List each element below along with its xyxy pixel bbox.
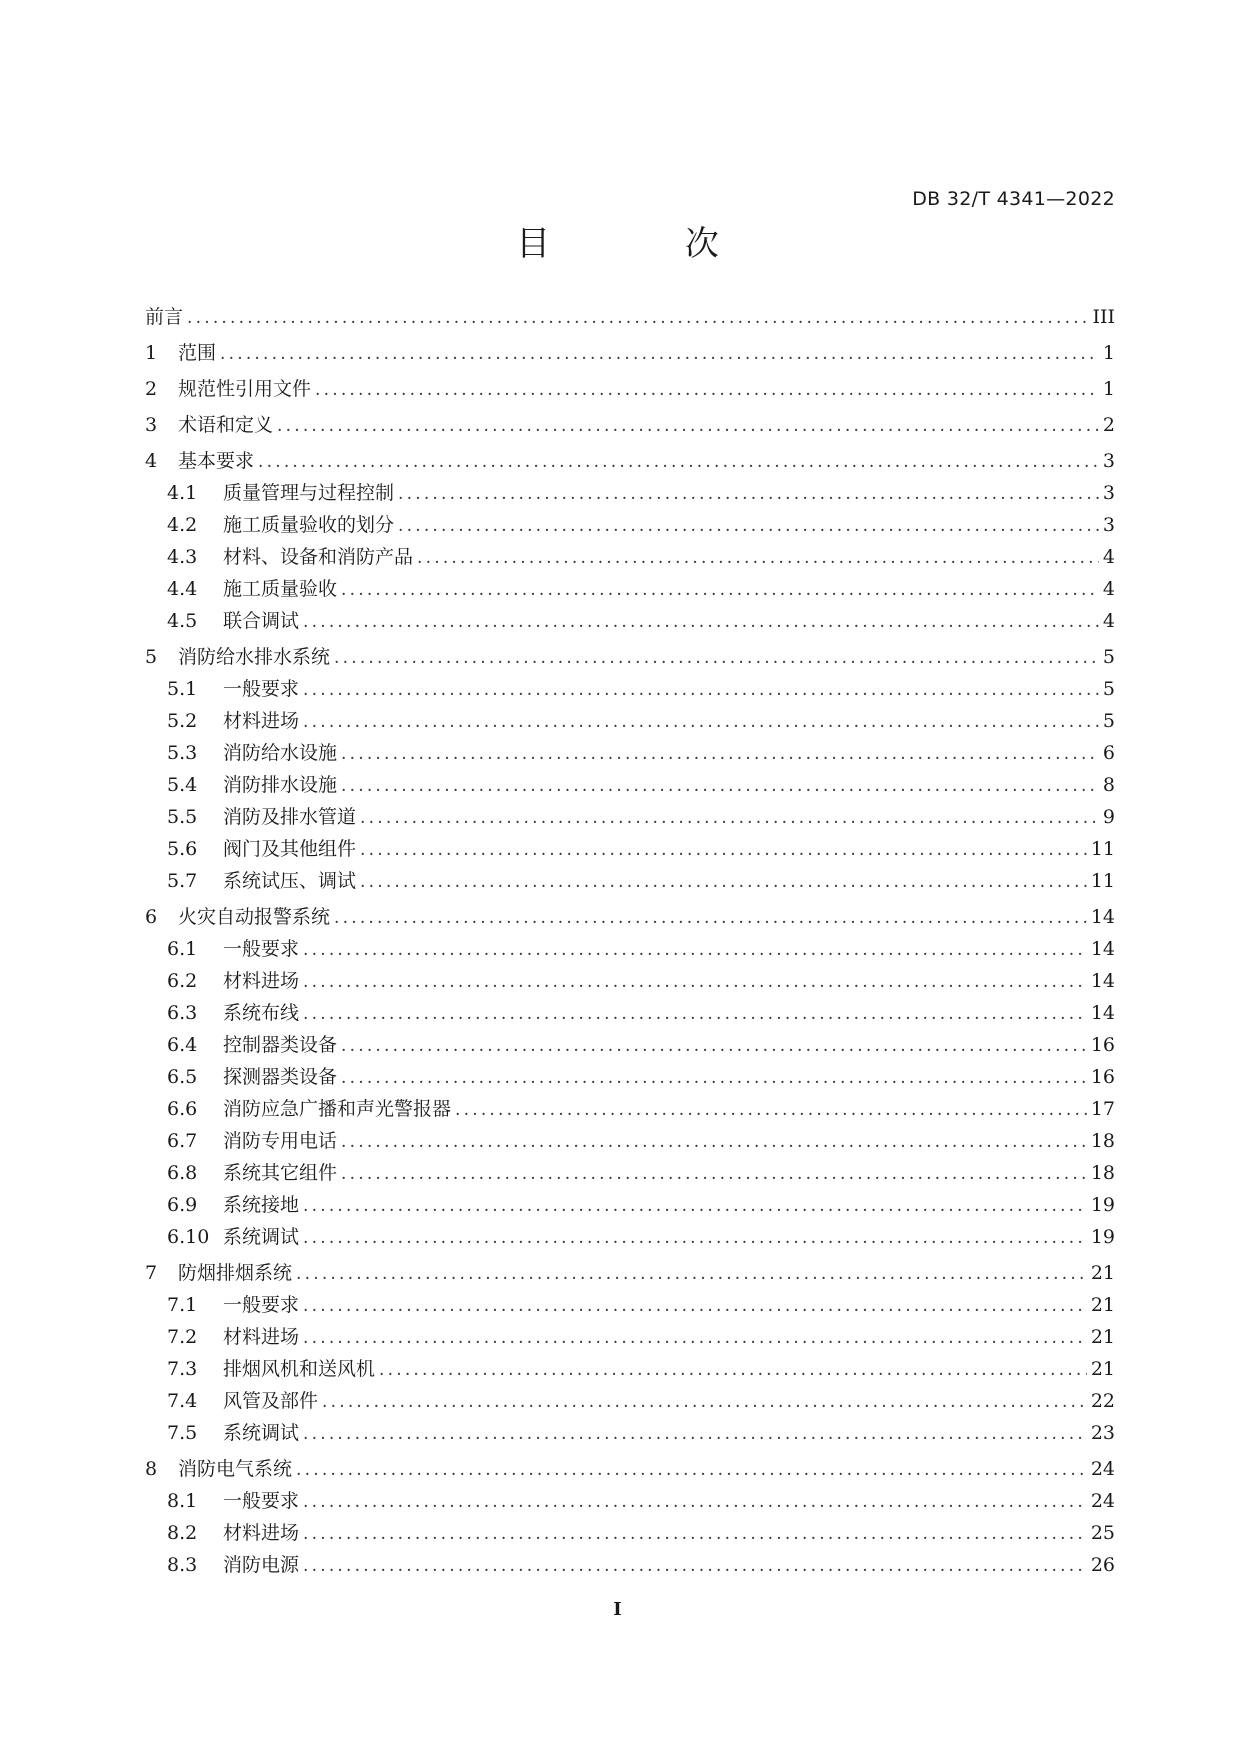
- toc-entry[interactable]: [145, 609, 1115, 634]
- toc-entry[interactable]: [145, 1421, 1115, 1446]
- toc-entry-number: 6.8: [167, 1162, 198, 1184]
- dot-leader: [341, 1162, 1087, 1186]
- toc-entry-number: 7.3: [167, 1358, 198, 1380]
- toc-entry-number: 4.3: [167, 546, 198, 568]
- dot-leader: [303, 1554, 1087, 1578]
- toc-entry-title: 系统调试: [223, 1226, 300, 1248]
- toc-entry-page: III: [1092, 306, 1115, 328]
- toc-entry-number: 5.3: [167, 742, 198, 764]
- toc-entry-page: 5: [1102, 710, 1115, 732]
- toc-entry-page: 24: [1090, 1458, 1115, 1480]
- toc-entry-page: 21: [1090, 1294, 1115, 1316]
- dot-leader: [277, 414, 1099, 438]
- toc-entry-page: 21: [1090, 1262, 1115, 1284]
- toc-entry-title: 控制器类设备: [223, 1034, 338, 1056]
- toc-entry-page: 11: [1090, 870, 1115, 892]
- dot-leader: [341, 1130, 1087, 1154]
- dot-leader: [322, 1390, 1087, 1414]
- toc-entry-title: 系统布线: [223, 1002, 300, 1024]
- dot-leader: [379, 1358, 1087, 1382]
- toc-entry-number: 7.1: [167, 1294, 198, 1316]
- toc-entry-title: 风管及部件: [223, 1390, 319, 1412]
- dot-leader: [296, 1262, 1087, 1286]
- dot-leader: [296, 1458, 1087, 1482]
- toc-entry-number: 7: [145, 1262, 158, 1284]
- toc-entry-title: 消防排水设施: [223, 774, 338, 796]
- toc-entry-number: 2: [145, 378, 158, 400]
- dot-leader: [341, 1034, 1087, 1058]
- toc-entry-title: 术语和定义: [178, 414, 274, 436]
- toc-entry[interactable]: [145, 805, 1115, 830]
- toc-entry-page: 4: [1102, 546, 1115, 568]
- dot-leader: [303, 710, 1099, 734]
- toc-entry-title: 火灾自动报警系统: [178, 906, 331, 928]
- toc-entry-title: 材料进场: [223, 710, 300, 732]
- toc-entry[interactable]: [145, 341, 1115, 366]
- toc-entry-page: 3: [1102, 450, 1115, 472]
- toc-entry[interactable]: [145, 1293, 1115, 1318]
- toc-entry-number: 4.2: [167, 514, 198, 536]
- toc-entry[interactable]: [145, 905, 1115, 930]
- toc-entry-title: 质量管理与过程控制: [223, 482, 395, 504]
- toc-entry-title: 系统其它组件: [223, 1162, 338, 1184]
- toc-entry-number: 6.9: [167, 1194, 198, 1216]
- toc-entry-number: 8.2: [167, 1522, 198, 1544]
- toc-entry-title: 系统调试: [223, 1422, 300, 1444]
- toc-entry-page: 9: [1102, 806, 1115, 828]
- toc-entry-number: 4.1: [167, 482, 198, 504]
- dot-leader: [258, 450, 1099, 474]
- toc-entry-number: 6: [145, 906, 158, 928]
- toc-entry-title: 消防给水设施: [223, 742, 338, 764]
- toc-entry[interactable]: [145, 1097, 1115, 1122]
- dot-leader: [417, 546, 1099, 570]
- toc-entry-number: 6.5: [167, 1066, 198, 1088]
- toc-entry[interactable]: [145, 869, 1115, 894]
- toc-entry[interactable]: [145, 1389, 1115, 1414]
- toc-entry-title: 系统接地: [223, 1194, 300, 1216]
- toc-entry-page: 14: [1090, 938, 1115, 960]
- toc-entry-number: 5.5: [167, 806, 198, 828]
- toc-entry-page: 5: [1102, 678, 1115, 700]
- toc-entry-page: 8: [1102, 774, 1115, 796]
- dot-leader: [303, 1522, 1087, 1546]
- toc-entry-number: 4.4: [167, 578, 198, 600]
- dot-leader: [303, 1226, 1087, 1250]
- toc-entry-page: 11: [1090, 838, 1115, 860]
- toc-list: [145, 305, 1115, 1585]
- toc-entry-number: 8.3: [167, 1554, 198, 1576]
- toc-entry-title: 材料进场: [223, 1326, 300, 1348]
- toc-entry[interactable]: [145, 1161, 1115, 1186]
- toc-entry[interactable]: [145, 513, 1115, 538]
- toc-entry-title: 一般要求: [223, 938, 300, 960]
- toc-entry-page: 3: [1102, 514, 1115, 536]
- toc-entry-number: 6.7: [167, 1130, 198, 1152]
- toc-entry-title: 施工质量验收: [223, 578, 338, 600]
- toc-entry[interactable]: [145, 1553, 1115, 1578]
- toc-entry-title: 材料进场: [223, 970, 300, 992]
- toc-entry-number: 6.10: [167, 1226, 210, 1248]
- dot-leader: [315, 378, 1099, 402]
- toc-entry-page: 19: [1090, 1226, 1115, 1248]
- toc-entry-page: 1: [1102, 378, 1115, 400]
- toc-entry-title: 系统试压、调试: [223, 870, 357, 892]
- toc-entry-page: 5: [1102, 646, 1115, 668]
- toc-entry-title: 基本要求: [178, 450, 255, 472]
- toc-entry[interactable]: [145, 969, 1115, 994]
- toc-entry-page: 4: [1102, 578, 1115, 600]
- dot-leader: [303, 678, 1099, 702]
- toc-entry-title: 阀门及其他组件: [223, 838, 357, 860]
- toc-entry-page: 21: [1090, 1358, 1115, 1380]
- dot-leader: [398, 482, 1099, 506]
- dot-leader: [303, 1002, 1087, 1026]
- dot-leader: [341, 578, 1099, 602]
- toc-entry[interactable]: [145, 1129, 1115, 1154]
- toc-entry-title: 消防电气系统: [178, 1458, 293, 1480]
- toc-entry[interactable]: [145, 645, 1115, 670]
- toc-entry-page: 26: [1090, 1554, 1115, 1576]
- toc-entry-title: 消防应急广播和声光警报器: [223, 1098, 452, 1120]
- dot-leader: [303, 1294, 1087, 1318]
- dot-leader: [303, 1422, 1087, 1446]
- toc-entry[interactable]: [145, 413, 1115, 438]
- toc-entry[interactable]: [145, 1033, 1115, 1058]
- toc-entry-page: 14: [1090, 970, 1115, 992]
- toc-entry[interactable]: [145, 305, 1115, 330]
- toc-entry-page: 19: [1090, 1194, 1115, 1216]
- toc-entry[interactable]: [145, 1457, 1115, 1482]
- toc-entry-number: 5: [145, 646, 158, 668]
- toc-entry-number: 6.4: [167, 1034, 198, 1056]
- dot-leader: [303, 1326, 1087, 1350]
- dot-leader: [455, 1098, 1087, 1122]
- toc-entry-number: 8.1: [167, 1490, 198, 1512]
- dot-leader: [220, 342, 1099, 366]
- toc-entry-number: 3: [145, 414, 158, 436]
- dot-leader: [303, 938, 1087, 962]
- dot-leader: [334, 646, 1099, 670]
- toc-entry-title: 一般要求: [223, 1490, 300, 1512]
- toc-entry-page: 2: [1102, 414, 1115, 436]
- dot-leader: [341, 742, 1099, 766]
- toc-entry-title: 探测器类设备: [223, 1066, 338, 1088]
- toc-entry[interactable]: [145, 773, 1115, 798]
- toc-entry-page: 21: [1090, 1326, 1115, 1348]
- page-number: I: [613, 1599, 622, 1620]
- toc-entry-number: 6.3: [167, 1002, 198, 1024]
- toc-entry-number: 5.1: [167, 678, 198, 700]
- toc-entry-number: 4: [145, 450, 158, 472]
- toc-entry-page: 16: [1090, 1066, 1115, 1088]
- toc-entry-page: 22: [1090, 1390, 1115, 1412]
- toc-title: 目 次: [516, 224, 781, 264]
- toc-entry-page: 24: [1090, 1490, 1115, 1512]
- toc-entry[interactable]: [145, 1225, 1115, 1250]
- toc-entry[interactable]: [145, 1261, 1115, 1286]
- toc-entry[interactable]: [145, 1521, 1115, 1546]
- dot-leader: [360, 806, 1099, 830]
- dot-leader: [360, 870, 1087, 894]
- dot-leader: [303, 1194, 1087, 1218]
- toc-entry[interactable]: [145, 481, 1115, 506]
- toc-entry-title: 联合调试: [223, 610, 300, 632]
- dot-leader: [398, 514, 1099, 538]
- toc-entry-page: 14: [1090, 906, 1115, 928]
- toc-entry[interactable]: [145, 377, 1115, 402]
- toc-entry-number: 5.2: [167, 710, 198, 732]
- toc-entry-number: 7.2: [167, 1326, 198, 1348]
- toc-entry-title: 消防给水排水系统: [178, 646, 331, 668]
- toc-entry-title: 防烟排烟系统: [178, 1262, 293, 1284]
- dot-leader: [303, 610, 1099, 634]
- toc-entry[interactable]: [145, 677, 1115, 702]
- toc-entry[interactable]: [145, 1489, 1115, 1514]
- toc-entry-number: 7.4: [167, 1390, 198, 1412]
- toc-entry[interactable]: [145, 545, 1115, 570]
- toc-entry-title: 规范性引用文件: [178, 378, 312, 400]
- standard-code: DB 32/T 4341—2022: [912, 188, 1115, 210]
- toc-entry-page: 1: [1102, 342, 1115, 364]
- toc-entry-title: 消防及排水管道: [223, 806, 357, 828]
- toc-entry-number: 5.4: [167, 774, 198, 796]
- toc-entry[interactable]: [145, 1065, 1115, 1090]
- toc-entry-page: 6: [1102, 742, 1115, 764]
- dot-leader: [341, 774, 1099, 798]
- toc-entry-title: 一般要求: [223, 1294, 300, 1316]
- toc-entry[interactable]: [145, 937, 1115, 962]
- dot-leader: [360, 838, 1087, 862]
- toc-entry[interactable]: [145, 1001, 1115, 1026]
- toc-entry[interactable]: [145, 837, 1115, 862]
- toc-entry[interactable]: [145, 741, 1115, 766]
- toc-entry-title: 排烟风机和送风机: [223, 1358, 376, 1380]
- toc-entry-number: 1: [145, 342, 158, 364]
- toc-entry-page: 18: [1090, 1130, 1115, 1152]
- toc-entry-page: 3: [1102, 482, 1115, 504]
- dot-leader: [334, 906, 1087, 930]
- toc-entry[interactable]: [145, 577, 1115, 602]
- toc-entry-page: 17: [1090, 1098, 1115, 1120]
- toc-entry-page: 16: [1090, 1034, 1115, 1056]
- toc-entry-title: 材料、设备和消防产品: [223, 546, 414, 568]
- toc-entry-number: 7.5: [167, 1422, 198, 1444]
- toc-entry-page: 18: [1090, 1162, 1115, 1184]
- toc-entry[interactable]: [145, 709, 1115, 734]
- toc-entry[interactable]: [145, 1193, 1115, 1218]
- toc-entry-title: 消防专用电话: [223, 1130, 338, 1152]
- dot-leader: [187, 306, 1088, 330]
- toc-entry-number: 5.6: [167, 838, 198, 860]
- toc-entry-number: 6.6: [167, 1098, 198, 1120]
- toc-entry-title: 范围: [178, 342, 217, 364]
- toc-entry-number: 4.5: [167, 610, 198, 632]
- dot-leader: [303, 970, 1087, 994]
- toc-entry-page: 23: [1090, 1422, 1115, 1444]
- toc-entry-title: 一般要求: [223, 678, 300, 700]
- toc-entry-page: 25: [1090, 1522, 1115, 1544]
- toc-entry-number: 8: [145, 1458, 158, 1480]
- toc-entry-number: 6.1: [167, 938, 198, 960]
- toc-entry-page: 4: [1102, 610, 1115, 632]
- toc-entry[interactable]: [145, 449, 1115, 474]
- toc-entry-number: 5.7: [167, 870, 198, 892]
- toc-entry-title: 施工质量验收的划分: [223, 514, 395, 536]
- toc-entry-title: 前言: [145, 306, 184, 328]
- dot-leader: [303, 1490, 1087, 1514]
- toc-entry-title: 材料进场: [223, 1522, 300, 1544]
- toc-entry-title: 消防电源: [223, 1554, 300, 1576]
- toc-entry-number: 6.2: [167, 970, 198, 992]
- toc-entry-page: 14: [1090, 1002, 1115, 1024]
- dot-leader: [341, 1066, 1087, 1090]
- toc-entry[interactable]: [145, 1357, 1115, 1382]
- toc-entry[interactable]: [145, 1325, 1115, 1350]
